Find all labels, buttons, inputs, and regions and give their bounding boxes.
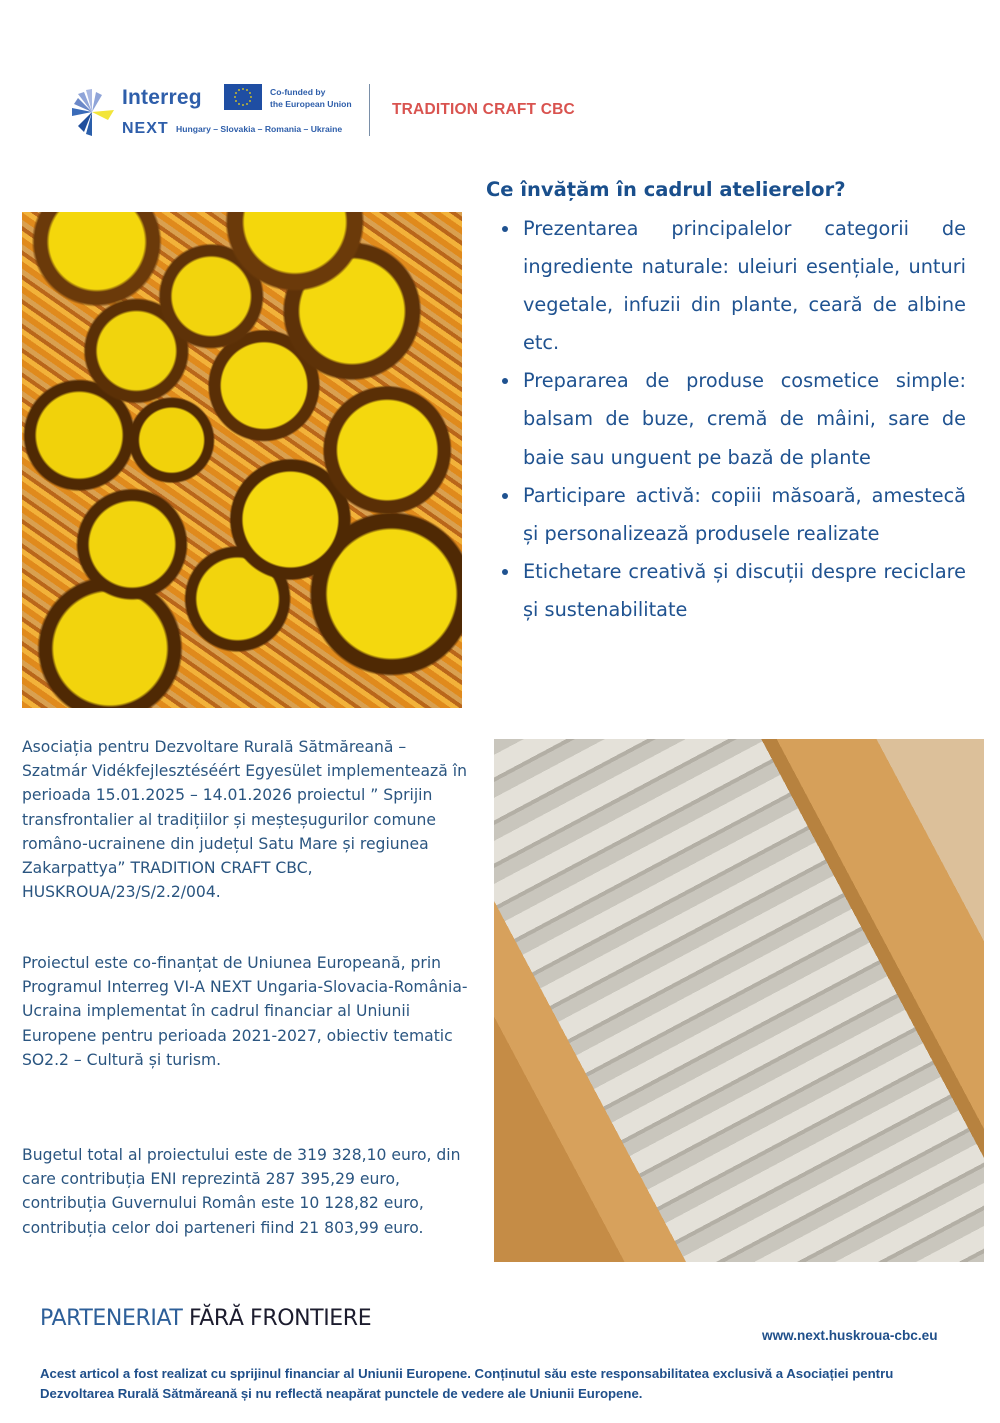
workshop-bullet: Participare activă: copiii măsoară, amestecă și personalizează produsele realizate <box>500 477 966 553</box>
budget-description: Bugetul total al proiectului este de 319 328,10 euro, din care contribuția ENI reprezintă 287 395,29 euro, contribuția Guvernului Român este 10 128,82 euro, contribuția celor doi parteneri fiind 21 803,99 euro. <box>22 1146 461 1237</box>
cofunded-label <box>270 86 352 110</box>
soap-texture <box>494 739 984 1262</box>
workshop-heading: Ce învățăm în cadrul atelierelor? <box>486 178 846 201</box>
interreg-star-icon <box>68 86 120 138</box>
workshop-bullet-list <box>500 210 966 629</box>
photo-soap-mold <box>494 739 984 1262</box>
eu-flag-icon <box>224 84 262 110</box>
footer-slogan <box>40 1306 371 1331</box>
workshop-bullet: Etichetare creativă și discuții despre reciclare și sustenabilitate <box>500 553 966 629</box>
slogan-part-2: FĂRĂ FRONTIERE <box>189 1306 372 1331</box>
funding-description: Proiectul este co-finanțat de Uniunea Europeană, prin Programul Interreg VI-A NEXT Ungaria-Slovacia-România-Ucraina implementat în cadrul financiar al Uniunii Europene pentru perioada 2021-2027, obiectiv tematic SO2.2 – Cultură și turism. <box>22 954 468 1069</box>
photo-balm-jars <box>22 212 462 708</box>
eu-disclaimer: Acest articol a fost realizat cu sprijinul financiar al Uniunii Europene. Conținutul său este responsabilitatea exclusivă a Asociației pentru Dezvoltarea Rurală Sătmăreană și nu reflectă neapărat punctele de vedere ale Uniunii Europene. <box>40 1366 894 1401</box>
slogan-part-1: PARTENERIAT <box>40 1306 183 1331</box>
project-name: TRADITION CRAFT CBC <box>392 101 575 118</box>
workshop-bullet: Prepararea de produse cosmetice simple: balsam de buze, cremă de mâini, sare de baie sau unguent pe bază de plante <box>500 362 966 476</box>
program-countries: Hungary – Slovakia – Romania – Ukraine <box>176 124 343 134</box>
interreg-wordmark: Interreg <box>122 86 202 109</box>
cofunded-line-1: Co-funded by <box>270 87 326 97</box>
cofunded-line-2: the European Union <box>270 99 352 109</box>
logo-divider <box>369 84 370 136</box>
header-logos <box>66 82 586 142</box>
project-description: Asociația pentru Dezvoltare Rurală Sătmăreană – Szatmár Vidékfejlesztéséért Egyesület implementează în perioada 15.01.2025 – 14.01.2026 proiectul ” Sprijin transfrontalier al tradițiilor și meșteșugurilor comune româno-ucrainene din județul Satu Mare și regiunea Zakarpattya” TRADITION CRAFT CBC, HUSKROUA/23/S/2.2/004. <box>22 738 467 902</box>
program-website-link[interactable]: www.next.huskroua-cbc.eu <box>762 1328 938 1343</box>
workshop-bullet: Prezentarea principalelor categorii de ingrediente naturale: uleiuri esențiale, unturi vegetale, infuzii din plante, ceară de albine etc. <box>500 210 966 362</box>
next-wordmark: NEXT <box>122 120 169 137</box>
